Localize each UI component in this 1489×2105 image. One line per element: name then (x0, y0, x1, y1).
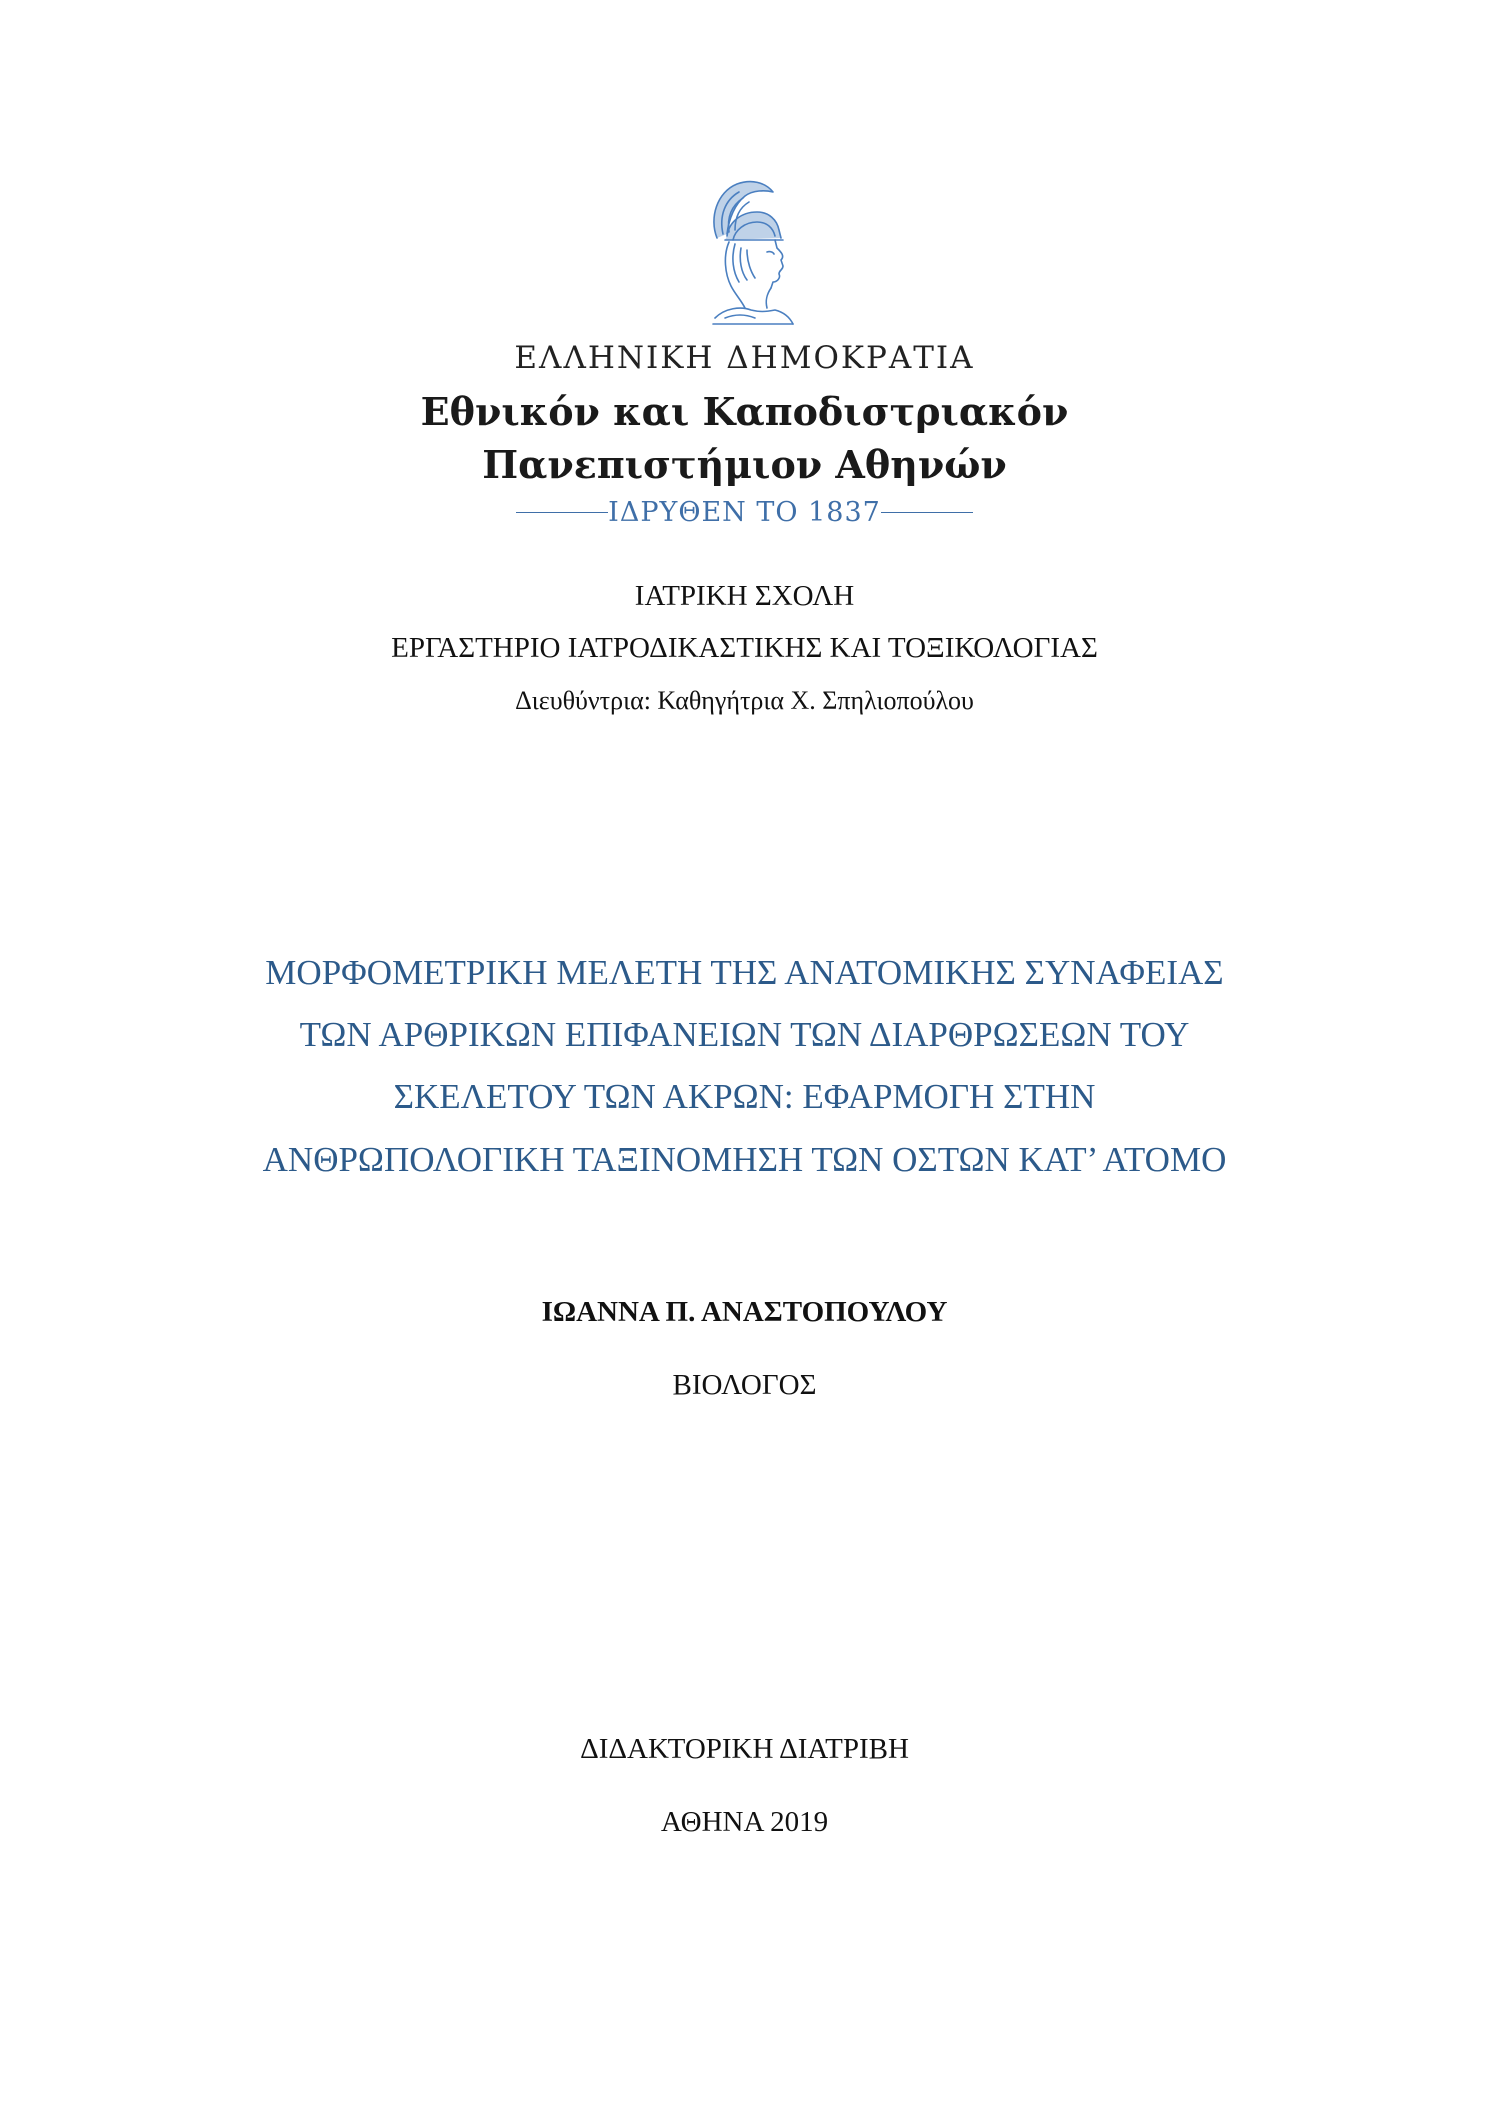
founded-text: ΙΔΡΥΘΕΝ ΤΟ 1837 (608, 497, 881, 528)
thesis-title-line: ΣΚΕΛΕΤΟΥ ΤΩΝ ΑΚΡΩΝ: ΕΦΑΡΜΟΓΗ ΣΤΗΝ (393, 1077, 1096, 1116)
founded-right-rule (881, 512, 973, 513)
school-name: ΙΑΤΡΙΚΗ ΣΧΟΛΗ (634, 580, 855, 612)
laboratory-name: ΕΡΓΑΣΤΗΡΙΟ ΙΑΤΡΟΔΙΚΑΣΤΙΚΗΣ ΚΑΙ ΤΟΞΙΚΟΛΟΓΙΑΣ (391, 632, 1098, 664)
founded-banner (0, 497, 1489, 527)
university-name-line1: Εθνικόν και Καποδιστριακόν (420, 389, 1069, 434)
university-name-line2: Πανεπιστήμιον Αθηνών (482, 442, 1007, 487)
thesis-title-line: ΜΟΡΦΟΜΕΤΡΙΚΗ ΜΕΛΕΤΗ ΤΗΣ ΑΝΑΤΟΜΙΚΗΣ ΣΥΝΑΦΕΙΑΣ (265, 953, 1224, 992)
document-type: ΔΙΔΑΚΤΟΡΙΚΗ ΔΙΑΤΡΙΒΗ (580, 1733, 909, 1765)
director-line: Διευθύντρια: Καθηγήτρια Χ. Σπηλιοπούλου (515, 686, 974, 715)
author-name: ΙΩΑΝΝΑ Π. ΑΝΑΣΤΟΠΟΥΛΟΥ (541, 1296, 948, 1328)
founded-left-rule (516, 512, 608, 513)
thesis-title-line: ΤΩΝ ΑΡΘΡΙΚΩΝ ΕΠΙΦΑΝΕΙΩΝ ΤΩΝ ΔΙΑΡΘΡΩΣΕΩΝ ΤΟΥ (299, 1015, 1190, 1054)
place-year: ΑΘΗΝΑ 2019 (660, 1806, 829, 1838)
author-profession: ΒΙΟΛΟΓΟΣ (672, 1369, 817, 1401)
republic-heading: ΕΛΛΗΝΙΚΗ ΔΗΜΟΚΡΑΤΙΑ (514, 340, 975, 376)
thesis-title-line: ΑΝΘΡΩΠΟΛΟΓΙΚΗ ΤΑΞΙΝΟΜΗΣΗ ΤΩΝ ΟΣΤΩΝ ΚΑΤ’ ΑΤΟΜΟ (262, 1140, 1227, 1179)
athena-head-seal-icon (695, 178, 795, 328)
